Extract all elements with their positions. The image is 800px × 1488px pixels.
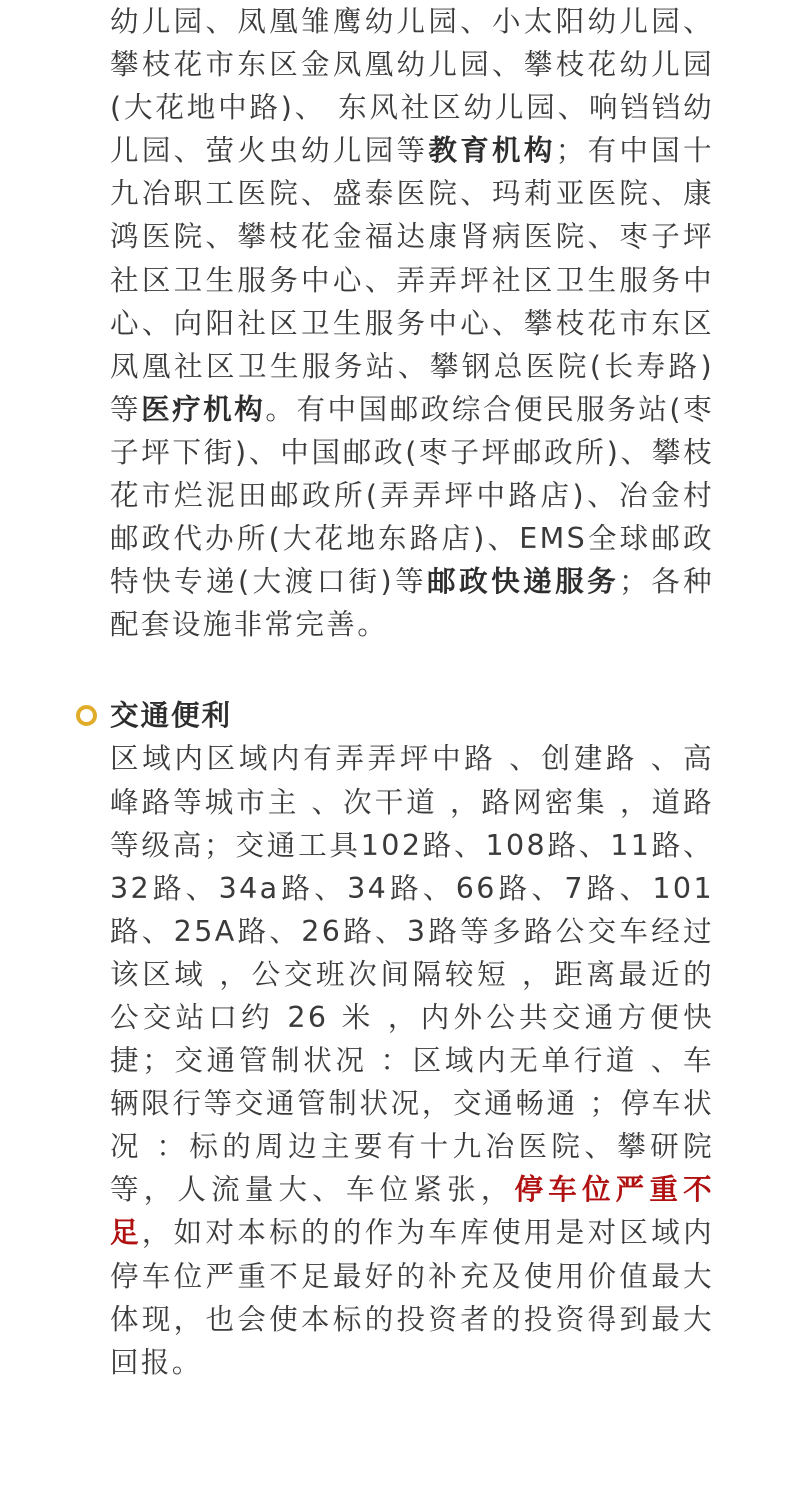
transport-section-header bbox=[110, 694, 714, 737]
circle-bullet-icon bbox=[76, 705, 97, 726]
postal-label: 邮政快递服务 bbox=[427, 565, 620, 599]
medical-label: 医疗机构 bbox=[141, 392, 266, 426]
section-title: 交通便利 bbox=[110, 699, 233, 733]
facilities-text-2: ；有中国十九冶职工医院、盛泰医院、玛莉亚医院、康鸿医院、攀枝花金福达康肾病医院、枣子坪社区卫生服务中心、弄弄坪社区卫生服务中心、向阳社区卫生服务中心、攀枝花市东区凤凰社区卫生服务站、攀钢总医院(长寿路)等 bbox=[110, 134, 714, 426]
facilities-text-1: 幼儿园、凤凰雏鹰幼儿园、小太阳幼儿园、攀枝花市东区金凤凰幼儿园、攀枝花幼儿园(大花地中路)、 东风社区幼儿园、响铛铛幼儿园、萤火虫幼儿园等 bbox=[110, 5, 714, 168]
facilities-paragraph bbox=[110, 0, 714, 646]
facilities-text-3: 。有中国邮政综合便民服务站(枣子坪下街)、中国邮政(枣子坪邮政所)、攀枝花市烂泥田邮政所(弄弄坪中路店)、冶金村邮政代办所(大花地东路店)、EMS全球邮政特快专递(大渡口街)等 bbox=[110, 392, 714, 599]
education-label: 教育机构 bbox=[428, 134, 556, 168]
transport-text-2: ，如对本标的的作为车库使用是对区域内停车位严重不足最好的补充及使用价值最大体现，也会使本标的投资者的投资得到最大回报。 bbox=[110, 1216, 714, 1379]
transport-paragraph bbox=[110, 737, 714, 1383]
transport-text-1: 区域内区域内有弄弄坪中路 、创建路 、高峰路等城市主 、次干道 ，路网密集 ，道路等级高；交通工具102路、108路、11路、32路、34a路、34路、66路、7路、101路、25A路、26路、3路等多路公交车经过该区域 ，公交班次间隔较短 ，距离最近的公交站口约 26 米 ，内外公共交通方便快捷；交通管制状况 ：区域内无单行道 、车辆限行等交通管制状况，交通畅通 ；停车状况 ：标的周边主要有十九冶医院、攀研院等，人流量大、车位紧张， bbox=[110, 742, 714, 1207]
facilities-text-4: ；各种配套设施非常完善。 bbox=[110, 565, 714, 642]
parking-shortage-highlight: 停车位严重不足 bbox=[110, 1173, 714, 1250]
article-body bbox=[110, 0, 714, 1384]
